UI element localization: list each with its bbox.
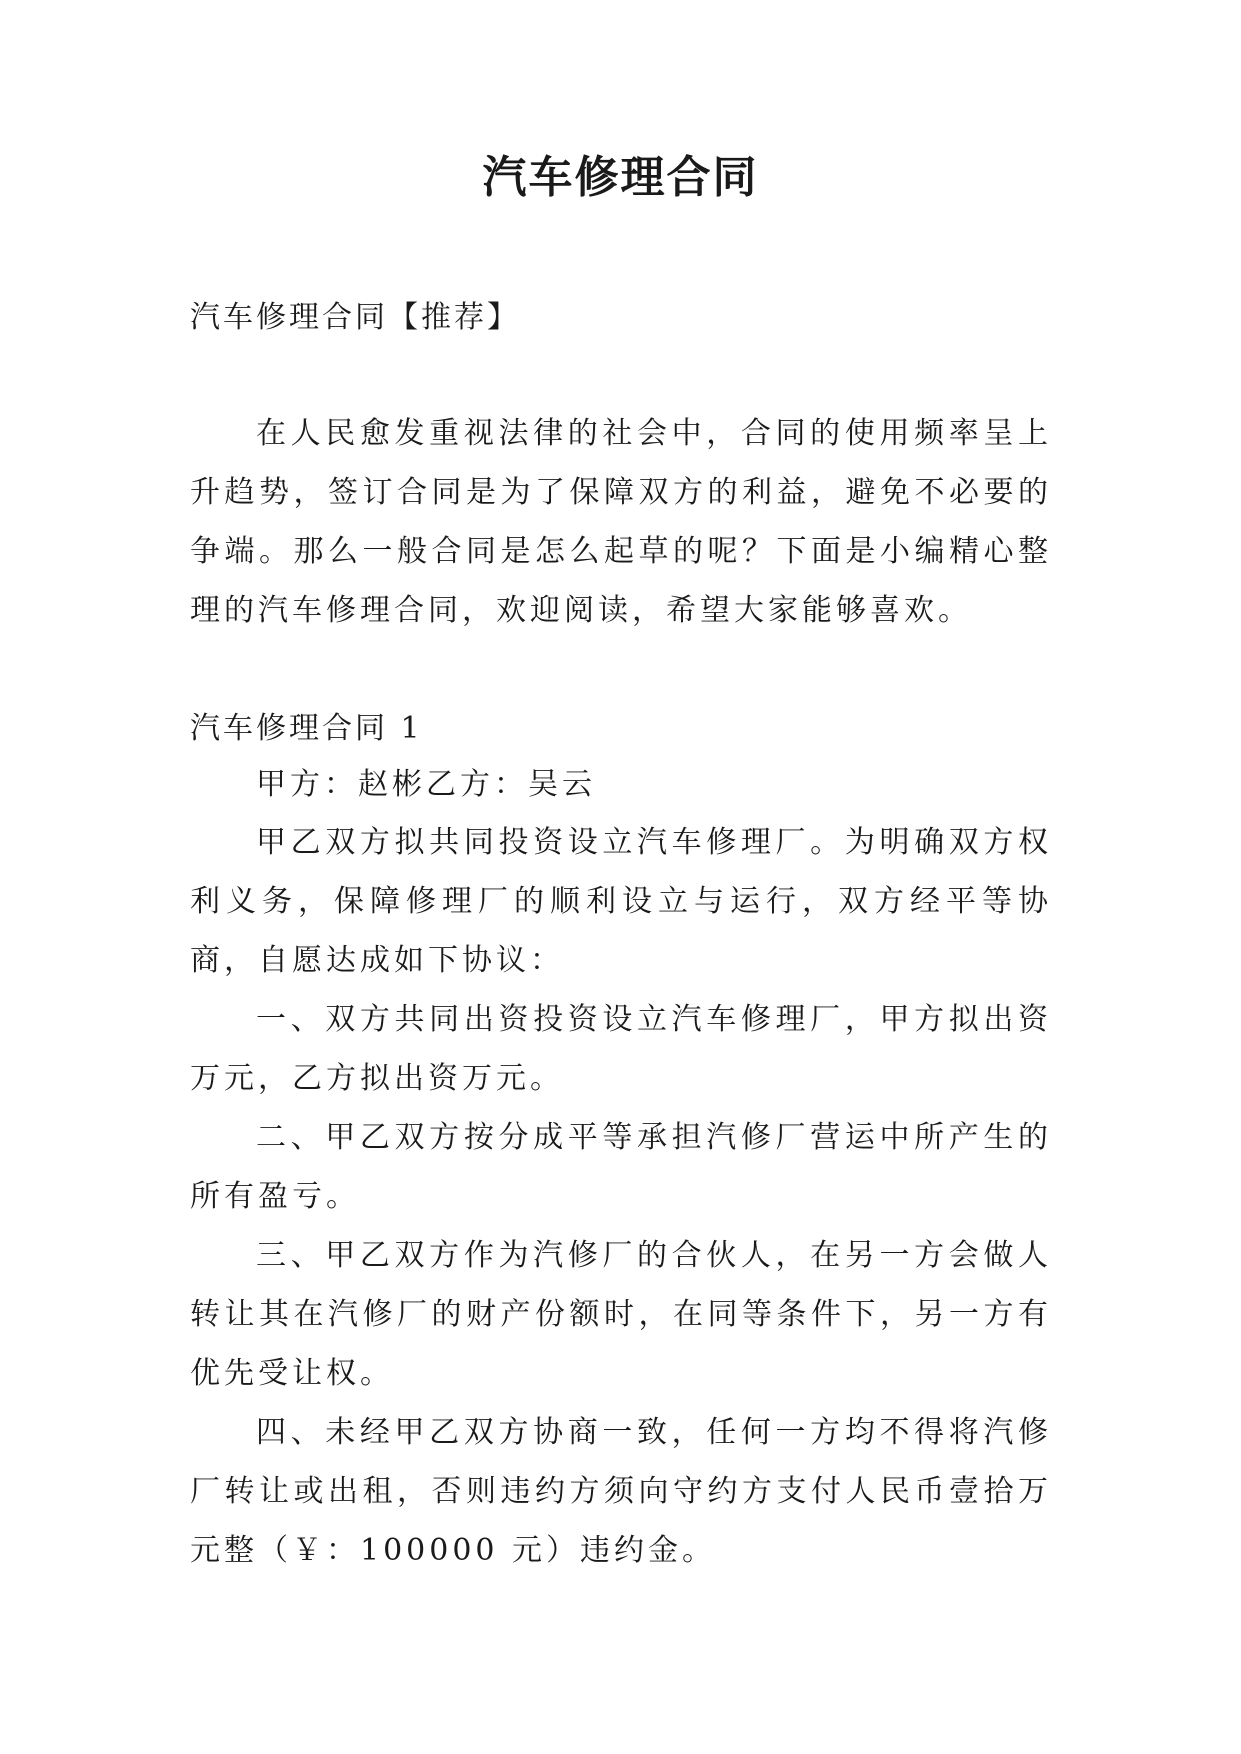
contract-preamble: 甲乙双方拟共同投资设立汽车修理厂。为明确双方权利义务，保障修理厂的顺利设立与运行，双方经平等协商，自愿达成如下协议： — [190, 825, 1052, 978]
contract-heading: 汽车修理合同 1 — [190, 711, 423, 746]
contract-clause-4: 四、未经甲乙双方协商一致，任何一方均不得将汽修厂转让或出租，否则违约方须向守约方支付人民币壹拾万元整（￥：100000 元）违约金。 — [190, 1415, 1052, 1568]
contract-parties: 甲方：赵彬乙方：吴云 — [256, 767, 596, 802]
intro-paragraph: 在人民愈发重视法律的社会中，合同的使用频率呈上升趋势，签订合同是为了保障双方的利益，避免不必要的争端。那么一般合同是怎么起草的呢？下面是小编精心整理的汽车修理合同，欢迎阅读，希望大家能够喜欢。 — [190, 416, 1052, 628]
document-title: 汽车修理合同 — [482, 152, 759, 203]
contract-clause-3: 三、甲乙双方作为汽修厂的合伙人，在另一方会做人转让其在汽修厂的财产份额时，在同等条件下，另一方有优先受让权。 — [190, 1238, 1052, 1391]
contract-clause-2: 二、甲乙双方按分成平等承担汽修厂营运中所产生的所有盈亏。 — [190, 1120, 1052, 1214]
contract-clause-1: 一、双方共同出资投资设立汽车修理厂，甲方拟出资万元，乙方拟出资万元。 — [190, 1002, 1052, 1096]
document-subtitle: 汽车修理合同【推荐】 — [190, 300, 520, 335]
